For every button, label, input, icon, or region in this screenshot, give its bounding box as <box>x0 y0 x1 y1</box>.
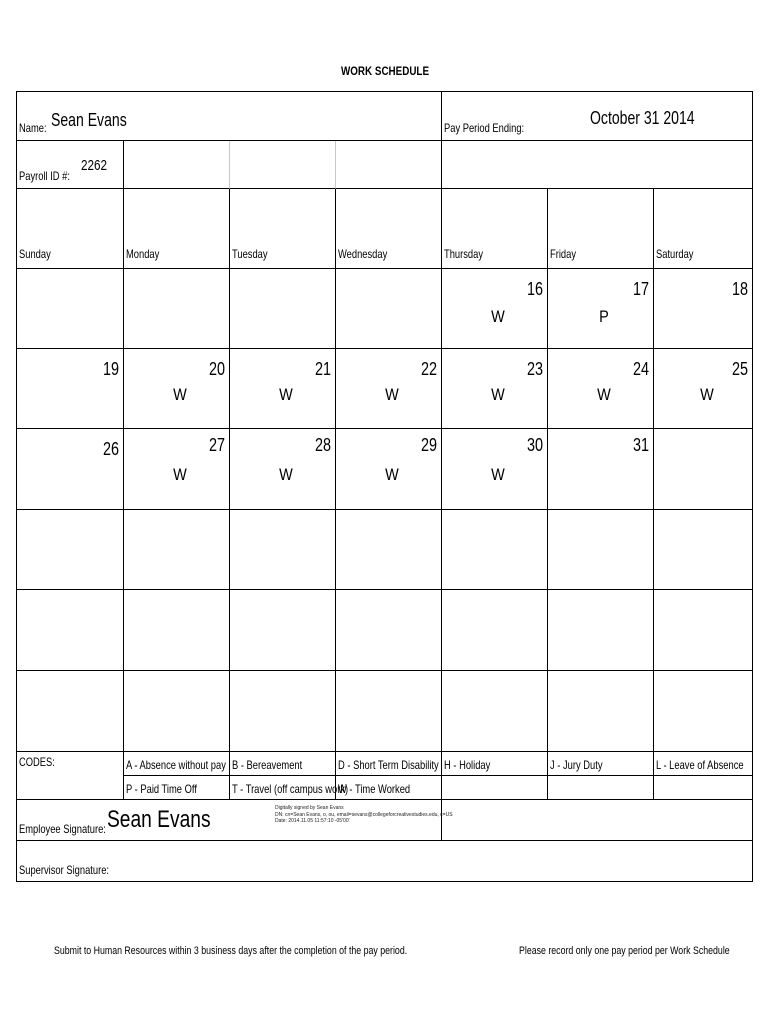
day-cell[interactable] <box>230 510 336 590</box>
day-cell[interactable] <box>442 510 548 590</box>
day-cell[interactable] <box>442 671 548 752</box>
date-number: 31 <box>632 435 649 455</box>
date-number: 20 <box>208 359 225 379</box>
day-header-cell <box>230 189 336 269</box>
code-cell <box>654 776 753 800</box>
day-header-cell <box>336 189 442 269</box>
day-cell[interactable] <box>654 349 753 429</box>
code-cell <box>548 776 654 800</box>
day-cell[interactable] <box>548 429 654 510</box>
day-cell[interactable] <box>230 429 336 510</box>
code-cell <box>230 776 349 800</box>
code-legend-item: L - Leave of Absence <box>656 758 744 772</box>
digital-line: Date: 2014.11.05 11:57:10 -05'00' <box>275 818 350 824</box>
day-cell[interactable] <box>654 269 753 349</box>
digital-signature-info <box>275 805 453 825</box>
day-header-cell <box>654 189 753 269</box>
code-legend-item: J - Jury Duty <box>550 758 603 772</box>
day-name: Wednesday <box>338 247 388 261</box>
day-name: Monday <box>126 247 160 261</box>
schedule-form <box>16 91 753 882</box>
day-cell[interactable] <box>442 269 548 349</box>
day-name: Tuesday <box>232 247 268 261</box>
day-cell[interactable] <box>548 510 654 590</box>
day-cell[interactable] <box>336 510 442 590</box>
date-number: 21 <box>314 359 331 379</box>
day-cell[interactable] <box>124 590 230 671</box>
code-cell <box>654 752 753 776</box>
day-cell[interactable] <box>17 269 124 349</box>
day-cell[interactable] <box>442 429 548 510</box>
day-cell[interactable] <box>124 510 230 590</box>
day-cell[interactable] <box>336 269 442 349</box>
code-legend-item: W - Time Worked <box>338 782 411 796</box>
date-number: 17 <box>632 279 649 299</box>
payroll-label: Payroll ID #: <box>19 169 70 183</box>
code-cell <box>336 776 442 800</box>
codes-label-cell <box>17 752 124 800</box>
supervisor-signature-cell[interactable] <box>17 841 753 882</box>
day-cell[interactable] <box>230 590 336 671</box>
day-cell[interactable] <box>654 590 753 671</box>
day-cell[interactable] <box>17 671 124 752</box>
footer-left: Submit to Human Resources within 3 business days after the completion of the pay period. <box>54 945 408 957</box>
day-cell[interactable] <box>548 349 654 429</box>
pay-period-label: Pay Period Ending: <box>444 121 525 135</box>
payroll-blank-4 <box>442 141 753 189</box>
day-cell[interactable] <box>17 349 124 429</box>
day-code: W <box>597 385 611 404</box>
day-code: W <box>279 385 293 404</box>
day-code: W <box>173 465 187 484</box>
day-code: W <box>491 465 505 484</box>
day-cell[interactable] <box>17 510 124 590</box>
day-cell[interactable] <box>124 429 230 510</box>
day-code: W <box>700 385 714 404</box>
date-number: 29 <box>420 435 437 455</box>
day-code: W <box>385 465 399 484</box>
day-code: W <box>385 385 399 404</box>
date-number: 26 <box>102 439 119 459</box>
payroll-blank-1 <box>124 141 230 189</box>
day-cell[interactable] <box>336 349 442 429</box>
day-name: Thursday <box>444 247 484 261</box>
day-cell[interactable] <box>654 429 753 510</box>
code-cell <box>230 752 336 776</box>
payroll-blank-2 <box>230 141 336 189</box>
day-cell[interactable] <box>230 671 336 752</box>
day-code: W <box>173 385 187 404</box>
code-cell <box>548 752 654 776</box>
day-cell[interactable] <box>336 590 442 671</box>
day-cell[interactable] <box>548 269 654 349</box>
day-cell[interactable] <box>124 269 230 349</box>
day-cell[interactable] <box>442 349 548 429</box>
date-number: 19 <box>102 359 119 379</box>
name-cell[interactable] <box>17 92 442 141</box>
day-cell[interactable] <box>230 269 336 349</box>
date-number: 25 <box>731 359 748 379</box>
day-header-cell <box>124 189 230 269</box>
payroll-value: 2262 <box>81 157 108 174</box>
employee-signature-name: Sean Evans <box>107 806 211 833</box>
date-number: 28 <box>314 435 331 455</box>
name-label: Name: <box>19 121 47 135</box>
code-cell <box>442 752 548 776</box>
codes-label: CODES: <box>19 755 55 769</box>
day-cell[interactable] <box>336 429 442 510</box>
day-code: W <box>279 465 293 484</box>
day-cell[interactable] <box>17 429 124 510</box>
date-number: 16 <box>526 279 543 299</box>
name-value: Sean Evans <box>51 110 127 130</box>
day-cell[interactable] <box>124 349 230 429</box>
digital-line: Digitally signed by Sean Evans <box>275 805 344 811</box>
code-legend-item: H - Holiday <box>444 758 491 772</box>
day-header-cell <box>548 189 654 269</box>
employee-signature-cell[interactable] <box>17 800 453 841</box>
day-cell[interactable] <box>230 349 336 429</box>
pay-period-cell[interactable] <box>442 92 753 141</box>
code-legend-item: A - Absence without pay <box>126 758 226 772</box>
code-cell <box>336 752 442 776</box>
day-code: W <box>491 385 505 404</box>
code-legend-item: P - Paid Time Off <box>126 782 197 796</box>
day-header-cell <box>17 189 124 269</box>
digital-line: DN: cn=Sean Evans, o, ou, email=sevans@collegeforcreativestudies.edu, c=US <box>275 811 453 818</box>
supervisor-signature-label: Supervisor Signature: <box>19 863 110 877</box>
date-number: 23 <box>526 359 543 379</box>
date-number: 24 <box>632 359 649 379</box>
payroll-blank-3 <box>336 141 442 189</box>
code-cell <box>124 776 230 800</box>
day-name: Saturday <box>656 247 694 261</box>
day-header-cell <box>442 189 548 269</box>
employee-signature-label: Employee Signature: <box>19 822 106 836</box>
day-code: P <box>599 307 609 326</box>
date-number: 18 <box>731 279 748 299</box>
day-cell[interactable] <box>336 671 442 752</box>
code-legend-item: D - Short Term Disability <box>338 758 439 772</box>
day-code: W <box>491 307 505 326</box>
day-cell[interactable] <box>654 510 753 590</box>
date-number: 30 <box>526 435 543 455</box>
day-cell[interactable] <box>654 671 753 752</box>
payroll-cell[interactable] <box>17 141 124 189</box>
day-cell[interactable] <box>17 590 124 671</box>
day-cell[interactable] <box>442 590 548 671</box>
code-cell <box>124 752 230 776</box>
page-title: WORK SCHEDULE <box>340 64 430 78</box>
day-cell[interactable] <box>548 671 654 752</box>
day-name: Friday <box>550 247 577 261</box>
day-name: Sunday <box>19 247 51 261</box>
signature-blank <box>442 800 753 841</box>
date-number: 22 <box>420 359 437 379</box>
code-legend-item: T - Travel (off campus work) <box>232 782 349 796</box>
footer-right: Please record only one pay period per Work Schedule <box>519 945 730 957</box>
day-cell[interactable] <box>548 590 654 671</box>
date-number: 27 <box>208 435 225 455</box>
pay-period-value: October 31 2014 <box>590 108 695 128</box>
code-cell <box>442 776 548 800</box>
day-cell[interactable] <box>124 671 230 752</box>
code-legend-item: B - Bereavement <box>232 758 303 772</box>
